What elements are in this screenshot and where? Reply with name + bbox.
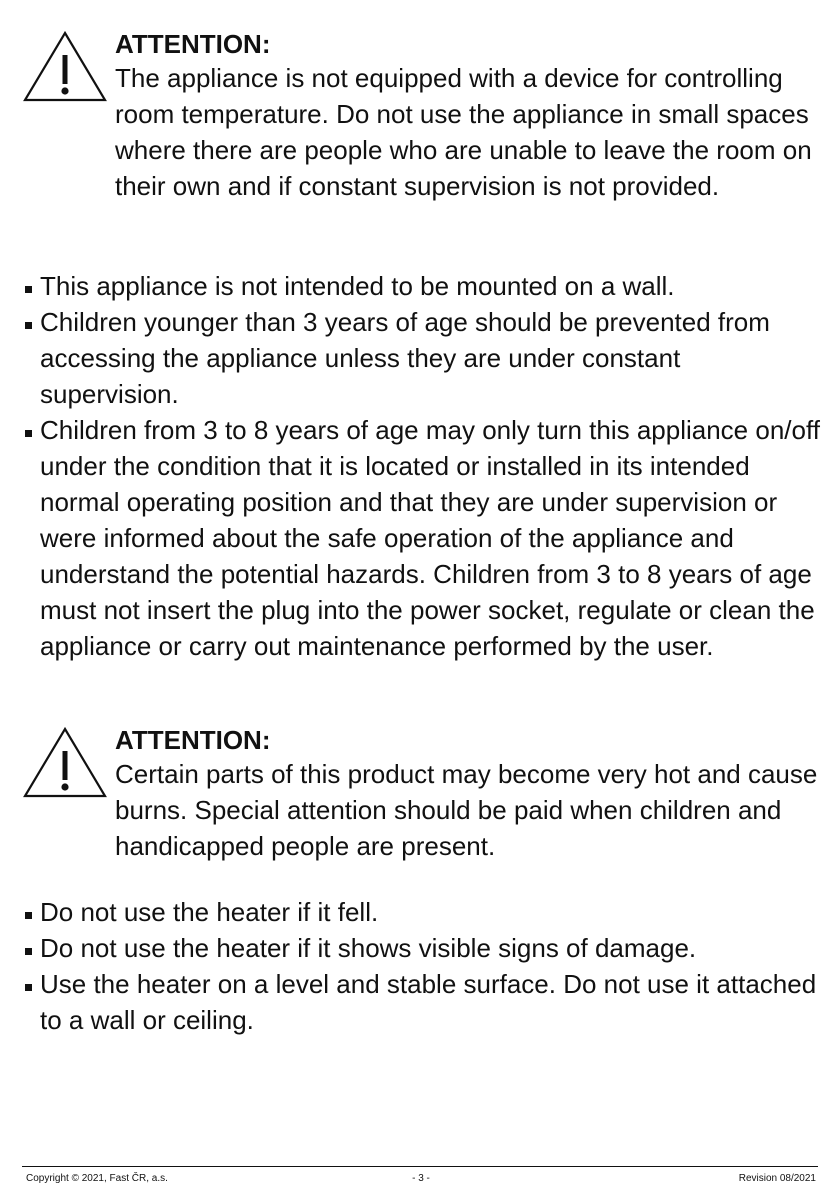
square-bullet-icon xyxy=(25,912,32,919)
square-bullet-icon xyxy=(25,322,32,329)
list-item xyxy=(22,930,822,966)
warning-triangle-icon xyxy=(22,30,108,102)
list-item-text: Children younger than 3 years of age should be prevented from accessing the appliance unless they are under constant supervision. xyxy=(40,307,770,409)
attention-body: Certain parts of this product may become very hot and cause burns. Special attention should be paid when children and handicapped people are present. xyxy=(115,759,818,861)
footer-revision: Revision 08/2021 xyxy=(738,1173,816,1184)
square-bullet-icon xyxy=(25,286,32,293)
list-item xyxy=(22,966,822,1038)
attention-title: ATTENTION: xyxy=(115,725,271,755)
footer-page-number: - 3 - xyxy=(412,1173,430,1184)
list-item-text: Do not use the heater if it fell. xyxy=(40,897,379,927)
attention-title: ATTENTION: xyxy=(115,29,271,59)
attention-text-1 xyxy=(115,26,825,204)
list-item-text: Children from 3 to 8 years of age may only turn this appliance on/off under the condition that it is located or installed in its intended normal operating position and that they are under supervision or were informed about the safe operation of the appliance and understand the potential hazards. Children from 3 to 8 years of age must not insert the plug into the power socket, regulate or clean the appliance or carry out maintenance performed by the user. xyxy=(40,415,820,661)
attention-text-2 xyxy=(115,722,825,864)
attention-body: The appliance is not equipped with a device for controlling room temperature. Do not use the appliance in small spaces where there are people who are unable to leave the room on their own and if constant supervision is not provided. xyxy=(115,63,812,201)
footer-copyright: Copyright © 2021, Fast ČR, a.s. xyxy=(26,1173,168,1184)
list-item-text: This appliance is not intended to be mounted on a wall. xyxy=(40,271,675,301)
square-bullet-icon xyxy=(25,430,32,437)
footer-divider xyxy=(22,1166,818,1167)
square-bullet-icon xyxy=(25,948,32,955)
list-item-text: Use the heater on a level and stable surface. Do not use it attached to a wall or ceiling. xyxy=(40,969,817,1035)
page-footer xyxy=(26,1172,816,1186)
list-item-text: Do not use the heater if it shows visible signs of damage. xyxy=(40,933,697,963)
list-item xyxy=(22,268,822,304)
square-bullet-icon xyxy=(25,984,32,991)
list-item xyxy=(22,412,822,664)
list-item xyxy=(22,894,822,930)
warning-triangle-icon xyxy=(22,726,108,798)
list-item xyxy=(22,304,822,412)
safety-list-1 xyxy=(22,268,822,664)
safety-list-2 xyxy=(22,894,822,1038)
